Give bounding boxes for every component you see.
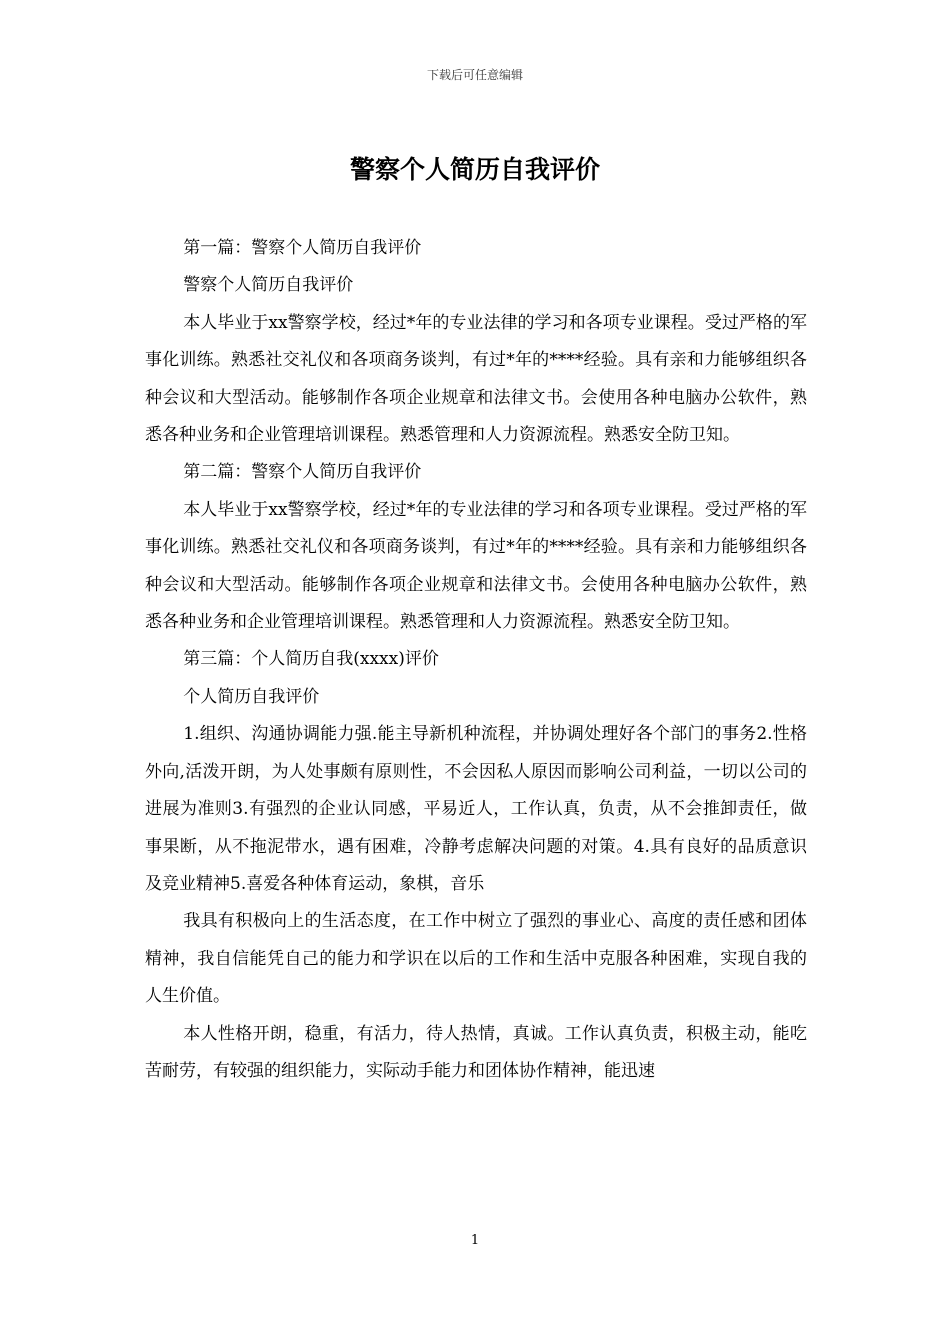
section-heading-2: 第二篇：警察个人简历自我评价 — [183, 462, 422, 483]
body-paragraph: 本人性格开朗，稳重，有活力，待人热情，真诚。工作认真负责，积极主动，能吃苦耐劳，有较强的组织能力，实际动手能力和团体协作精神，能迅速 — [145, 1023, 807, 1081]
section-heading-3: 第三篇：个人简历自我(xxxx)评价 — [183, 649, 439, 670]
body-paragraph: 我具有积极向上的生活态度，在工作中树立了强烈的事业心、高度的责任感和团体精神，我自信能凭自己的能力和学识在以后的工作和生活中克服各种困难，实现自我的人生价值。 — [145, 911, 807, 1007]
body-paragraph: 本人毕业于xx警察学校，经过*年的专业法律的学习和各项专业课程。受过严格的军事化训练。熟悉社交礼仪和各项商务谈判，有过*年的****经验。具有亲和力能够组织各种会议和大型活动。能够制作各项企业规章和法律文书。会使用各种电脑办公软件，熟悉各种业务和企业管理培训课程。熟悉管理和人力资源流程。熟悉安全防卫知。 — [145, 312, 807, 446]
document-title: 警察个人简历自我评价 — [349, 155, 600, 184]
header-note: 下载后可任意编辑 — [426, 68, 523, 82]
document-body — [145, 230, 807, 1090]
section-heading-1: 第一篇：警察个人简历自我评价 — [183, 238, 422, 258]
body-paragraph: 1.组织、沟通协调能力强.能主导新机种流程，并协调处理好各个部门的事务2.性格外向,活泼开朗，为人处事颇有原则性，不会因私人原因而影响公司利益，一切以公司的进展为准则3.有强烈的企业认同感，平易近人，工作认真，负责，从不会推卸责任，做事果断，从不拖泥带水，遇有困难，冷静考虑解决问题的对策。4.具有良好的品质意识及竞业精神5.喜爱各种体育运动，象棋，音乐 — [145, 724, 807, 894]
subheading-3: 个人简历自我评价 — [183, 686, 320, 707]
subheading-1: 警察个人简历自我评价 — [183, 275, 354, 296]
body-paragraph: 本人毕业于xx警察学校，经过*年的专业法律的学习和各项专业课程。受过严格的军事化训练。熟悉社交礼仪和各项商务谈判，有过*年的****经验。具有亲和力能够组织各种会议和大型活动。能够制作各项企业规章和法律文书。会使用各种电脑办公软件，熟悉各种业务和企业管理培训课程。熟悉管理和人力资源流程。熟悉安全防卫知。 — [145, 499, 807, 633]
page-number: 1 — [470, 1233, 480, 1248]
